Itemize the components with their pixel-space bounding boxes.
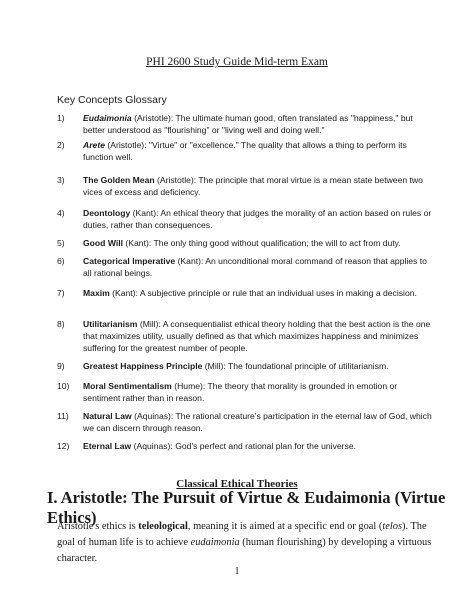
glossary-item <box>57 139 435 163</box>
term-author: (Kant) <box>109 288 136 298</box>
term-definition: : God's perfect and rational plan for the universe. <box>170 441 356 451</box>
term-definition: : The theory that morality is grounded in emotion or sentiment rather than in reason. <box>83 381 398 404</box>
term-author: (Kant) <box>123 238 149 248</box>
term-definition: : "Virtue" or "excellence." The quality that allows a thing to perform its function well. <box>83 140 407 163</box>
item-number: 6) <box>57 256 65 266</box>
glossary-term: Moral Sentimentalism <box>83 381 172 391</box>
term-definition: : The principle that moral virtue is a mean state between two vices of excess and deficiency. <box>83 175 423 198</box>
glossary-item <box>57 440 435 452</box>
glossary-heading: Key Concepts Glossary <box>57 94 167 106</box>
term-author: (Aristotle) <box>131 113 171 123</box>
intro-paragraph <box>57 519 437 566</box>
term-definition: : The rational creature's participation in the eternal law of God, which we can discern through reason. <box>83 411 432 434</box>
term-author: (Aristotle) <box>154 175 194 185</box>
glossary-term: Natural Law <box>83 411 132 421</box>
item-number: 11) <box>57 411 69 421</box>
term-author: (Aristotle) <box>104 140 145 150</box>
item-number: 12) <box>57 441 70 451</box>
term-author: (Hume) <box>171 381 203 391</box>
glossary-term: Categorical Imperative <box>83 256 176 266</box>
glossary-term: Arete <box>83 140 105 150</box>
glossary-term: Maxim <box>83 288 110 298</box>
item-number: 10) <box>57 381 70 391</box>
item-number: 3) <box>57 175 65 185</box>
glossary-item <box>57 112 435 136</box>
term-definition: : A consequentialist ethical theory holding that the best action is the one that maximizes utility, usually defined as that which maximizes happiness and minimizes suffering for the greatest number of people. <box>83 319 431 354</box>
term-definition: : The ultimate human good, often translated as "happiness," but better understood as "flourishing" or "living well and doing well." <box>83 113 413 136</box>
term-author: (Mill) <box>137 319 159 329</box>
glossary-item <box>57 380 435 404</box>
item-number: 8) <box>57 319 65 329</box>
section-title: I. Aristotle: The Pursuit of Virtue & Eudaimonia (Virtue Ethics) <box>47 488 446 527</box>
term-author: (Mill) <box>202 361 224 371</box>
glossary-item <box>57 410 435 434</box>
term-definition: : An ethical theory that judges the morality of an action based on rules or duties, rather than consequences. <box>83 208 432 231</box>
glossary-item <box>57 287 435 299</box>
glossary-term: Eudaimonia <box>83 113 132 123</box>
para-text: Aristotle's ethics is <box>57 521 139 532</box>
para-bold-term: teleological <box>138 521 188 532</box>
term-definition: : The foundational principle of utilitarianism. <box>223 361 389 371</box>
item-number: 4) <box>57 208 65 218</box>
item-number: 5) <box>57 238 65 248</box>
item-number: 2) <box>57 140 65 150</box>
term-definition: : The only thing good without qualification; the will to act from duty. <box>148 238 401 248</box>
para-text: (human flourishing) by developing a virtuous character. <box>57 536 432 564</box>
term-author: (Kant) <box>175 256 201 266</box>
glossary-term: Deontology <box>83 208 131 218</box>
item-number: 7) <box>57 288 65 298</box>
glossary-item <box>57 318 435 355</box>
item-number: 1) <box>57 113 65 123</box>
glossary-item <box>57 360 435 372</box>
term-definition: : A subjective principle or rule that an individual uses in making a decision. <box>135 288 417 298</box>
glossary-term: The Golden Mean <box>83 175 155 185</box>
glossary-term: Good Will <box>83 238 124 248</box>
glossary-term: Greatest Happiness Principle <box>83 361 203 371</box>
glossary-term: Utilitarianism <box>83 319 138 329</box>
para-italic-term: eudaimonia <box>190 536 240 548</box>
term-author: (Aquinas) <box>131 411 171 421</box>
glossary-term: Eternal Law <box>83 441 132 451</box>
term-author: (Aquinas) <box>131 441 171 451</box>
section-heading: Classical Ethical Theories <box>176 478 298 490</box>
item-number: 9) <box>57 361 65 371</box>
term-author: (Kant) <box>130 208 157 218</box>
glossary-item <box>57 237 435 249</box>
page-number: 1 <box>234 566 240 577</box>
para-text: ). The goal of human life is to achieve <box>57 521 427 548</box>
term-definition: : An unconditional moral command of reason that applies to all rational beings. <box>83 256 427 279</box>
glossary-item <box>57 207 435 231</box>
para-text: , meaning it is aimed at a specific end or goal ( <box>187 521 383 532</box>
document-title: PHI 2600 Study Guide Mid-term Exam <box>146 56 328 68</box>
para-italic-term: telos <box>382 521 402 532</box>
glossary-item <box>57 255 435 279</box>
glossary-item <box>57 174 435 198</box>
